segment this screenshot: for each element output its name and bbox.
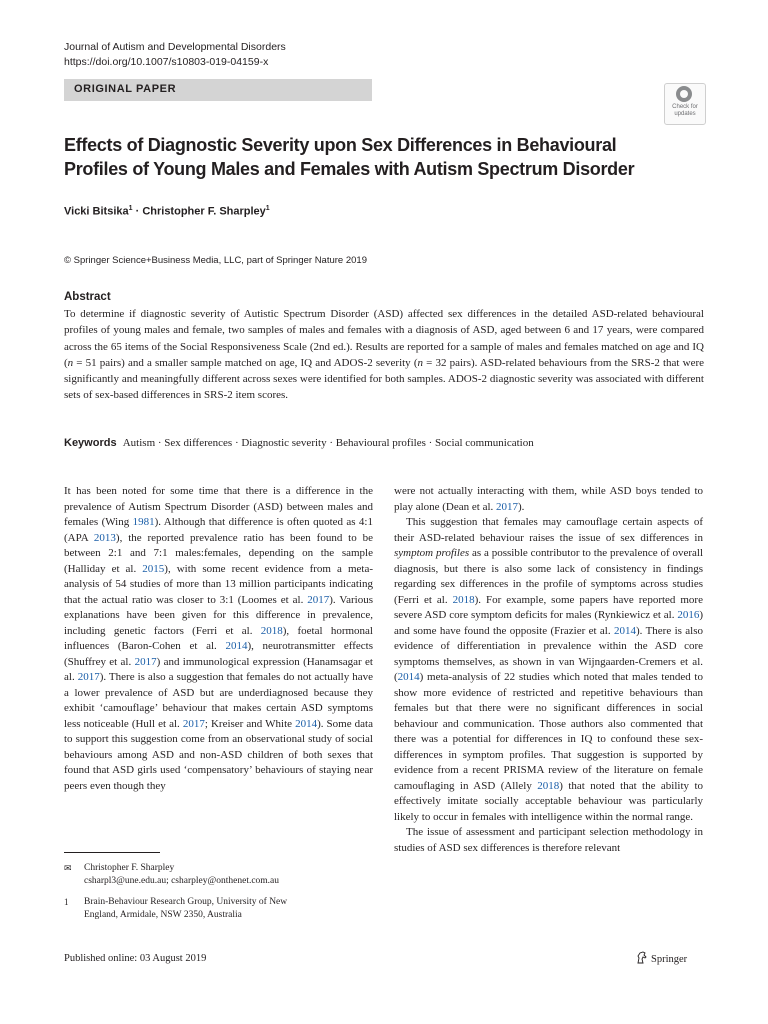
citation-link[interactable]: 2017 bbox=[77, 671, 100, 683]
citation-link[interactable]: 2014 bbox=[613, 624, 636, 637]
doi-link[interactable]: https://doi.org/10.1007/s10803-019-04159-x bbox=[64, 56, 269, 68]
citation-link[interactable]: 2015 bbox=[142, 562, 165, 575]
copyright-notice: © Springer Science+Business Media, LLC, part of Springer Nature 2019 bbox=[64, 255, 367, 266]
citation-link[interactable]: 2017 bbox=[134, 655, 157, 668]
citation-link[interactable]: 2018 bbox=[537, 779, 560, 792]
citation-link[interactable]: 2013 bbox=[93, 531, 116, 544]
body-paragraph: This suggestion that females may camouflage certain aspects of their ASD-related behaviour raises the issue of sex differences in symptom profiles as a possible contributor to the prevalence of overall diagnosis, but there is also some lack of consistency in findings regarding sex differences in the profile of symptoms across studies (Ferri et al. 2018). For example, some papers have reported more severe ASD core symptom deficits for males (Rynkiewicz et al. 2016) and some have found the opposite (Frazier et al. 2014). There is also evidence of differentiation in prevalence within the ASD core symptoms themselves, as shown in van Wijngaarden-Cremers et al. (2014) meta-analysis of 22 studies which noted that males tended to show more evidence of restricted and repetitive behaviours than females but that there were no significant differences in social behaviour and communication. Those authors also commented that there was a potential for differences in IQ to confound these sex-differences in symptom profiles. That suggestion is supported by evidence from a recent PRISMA review of the literature on female camouflaging in ASD (Allely 2018) that noted that the ability to effectively imitate socially acceptable behaviour was particularly likely to occur in females with intelligence within the normal range. bbox=[394, 516, 704, 823]
citation-link[interactable]: 1981 bbox=[132, 516, 155, 528]
published-date: Published online: 03 August 2019 bbox=[64, 953, 207, 964]
footnotes bbox=[64, 862, 373, 930]
author-name: Vicki Bitsika bbox=[64, 205, 129, 218]
citation-link[interactable]: 2017 bbox=[182, 717, 205, 730]
check-for-updates-label: Check for updates bbox=[672, 104, 698, 117]
springer-horse-icon bbox=[636, 951, 648, 964]
article-type-label: ORIGINAL PAPER bbox=[74, 83, 177, 95]
keywords bbox=[64, 437, 534, 449]
author-affiliation-mark: 1 bbox=[128, 205, 133, 212]
body-paragraph: The issue of assessment and participant selection methodology in studies of ASD sex differences is therefore relevant bbox=[394, 826, 703, 854]
crossmark-icon bbox=[676, 86, 692, 102]
author-affiliation-mark: 1 bbox=[265, 205, 270, 212]
article-type-banner bbox=[64, 79, 372, 101]
body-column-left bbox=[64, 484, 373, 794]
author-list bbox=[64, 205, 270, 218]
citation-link[interactable]: 2016 bbox=[677, 609, 700, 621]
citation-link[interactable]: 2017 bbox=[496, 500, 519, 513]
footnote-divider bbox=[64, 852, 160, 853]
corresponding-author: Christopher F. Sharpley bbox=[84, 863, 175, 873]
paper-title: Effects of Diagnostic Severity upon Sex Differences in Behavioural Profiles of Young Males and Females with Autism Spectrum Disorder bbox=[64, 135, 635, 179]
author-separator: · bbox=[132, 205, 143, 218]
affiliation-line: England, Armidale, NSW 2350, Australia bbox=[84, 910, 242, 920]
affiliation-footnote bbox=[64, 896, 373, 922]
keywords-label: Keywords bbox=[64, 437, 117, 449]
keywords-text: Autism · Sex differences · Diagnostic severity · Behavioural profiles · Social communication bbox=[122, 437, 534, 449]
abstract-heading: Abstract bbox=[64, 291, 111, 303]
citation-link[interactable]: 2014 bbox=[295, 717, 318, 730]
body-paragraph: were not actually interacting with them, while ASD boys tended to play alone (Dean et al. 2017). bbox=[394, 485, 703, 513]
body-column-right bbox=[394, 484, 703, 856]
citation-link[interactable]: 2014 bbox=[397, 671, 420, 683]
citation-link[interactable]: 2018 bbox=[452, 593, 475, 606]
publisher-logo bbox=[636, 951, 687, 965]
author-name: Christopher F. Sharpley bbox=[142, 205, 266, 218]
corresponding-emails[interactable]: csharpl3@une.edu.au; csharpley@onthenet.com.au bbox=[84, 876, 280, 886]
check-for-updates-badge[interactable] bbox=[664, 83, 706, 125]
body-paragraph: It has been noted for some time that there is a difference in the prevalence of Autism Spectrum Disorder (ASD) between males and females (Wing 1981). Although that difference is often quoted as 4:1 (APA 2013), the reported prevalence ratio has been found to be between 2:1 and 7:1 males:females, depending on the sample (Halliday et al. 2015), with some recent evidence from a meta-analysis of 54 studies of more than 13 million participants indicating that the actual ratio was closer to 3:1 (Loomes et al. 2017). Various explanations have been given for this difference in prevalence, including genetic factors (Ferri et al. 2018), foetal hormonal influences (Baron-Cohen et al. 2014), neurotransmitter effects (Shuffrey et al. 2017) and immunological expression (Hanamsagar et al. 2017). There is also a suggestion that females do not actually have a lower prevalence of ASD but are underdiagnosed because they exhibit ‘camouflage’ behaviour that makes certain ASD symptoms less noticeable (Hull et al. 2017; Kreiser and White 2014). Some data to support this suggestion come from an observational study of social behaviours among ASD and non-ASD children of both sexes that found that ASD girls used ‘compensatory’ behaviours of staying near peers even though they bbox=[64, 485, 373, 792]
affiliation-mark: 1 bbox=[64, 897, 69, 907]
publisher-name: Springer bbox=[651, 954, 688, 965]
citation-link[interactable]: 2017 bbox=[307, 593, 330, 606]
affiliation-line: Brain-Behaviour Research Group, University of New bbox=[84, 897, 288, 907]
citation-link[interactable]: 2018 bbox=[260, 624, 283, 637]
journal-name: Journal of Autism and Developmental Disorders bbox=[64, 41, 286, 53]
correspondence-footnote bbox=[64, 862, 373, 888]
envelope-icon: ✉ bbox=[64, 863, 72, 873]
citation-link[interactable]: 2014 bbox=[225, 640, 248, 652]
abstract-text: To determine if diagnostic severity of Autistic Spectrum Disorder (ASD) affected sex differences in the detailed ASD-related behavioural profiles of young males and female, two samples of males and females with a diagnosis of ASD, aged between 6 and 17 years, were compared across the 65 items of the Social Responsiveness Scale (2nd ed.). Results are reported for a sample of males and females matched on age and IQ (n = 51 pairs) and a smaller sample matched on age, IQ and ADOS-2 severity (n = 32 pairs). ASD-related behaviours from the SRS-2 that were significantly and meaningfully different across sexes were identified for both samples. ADOS-2 diagnostic severity was associated with different sets of sex-based differences in SRS-2 item scores. bbox=[64, 308, 704, 402]
journal-header bbox=[64, 40, 286, 70]
